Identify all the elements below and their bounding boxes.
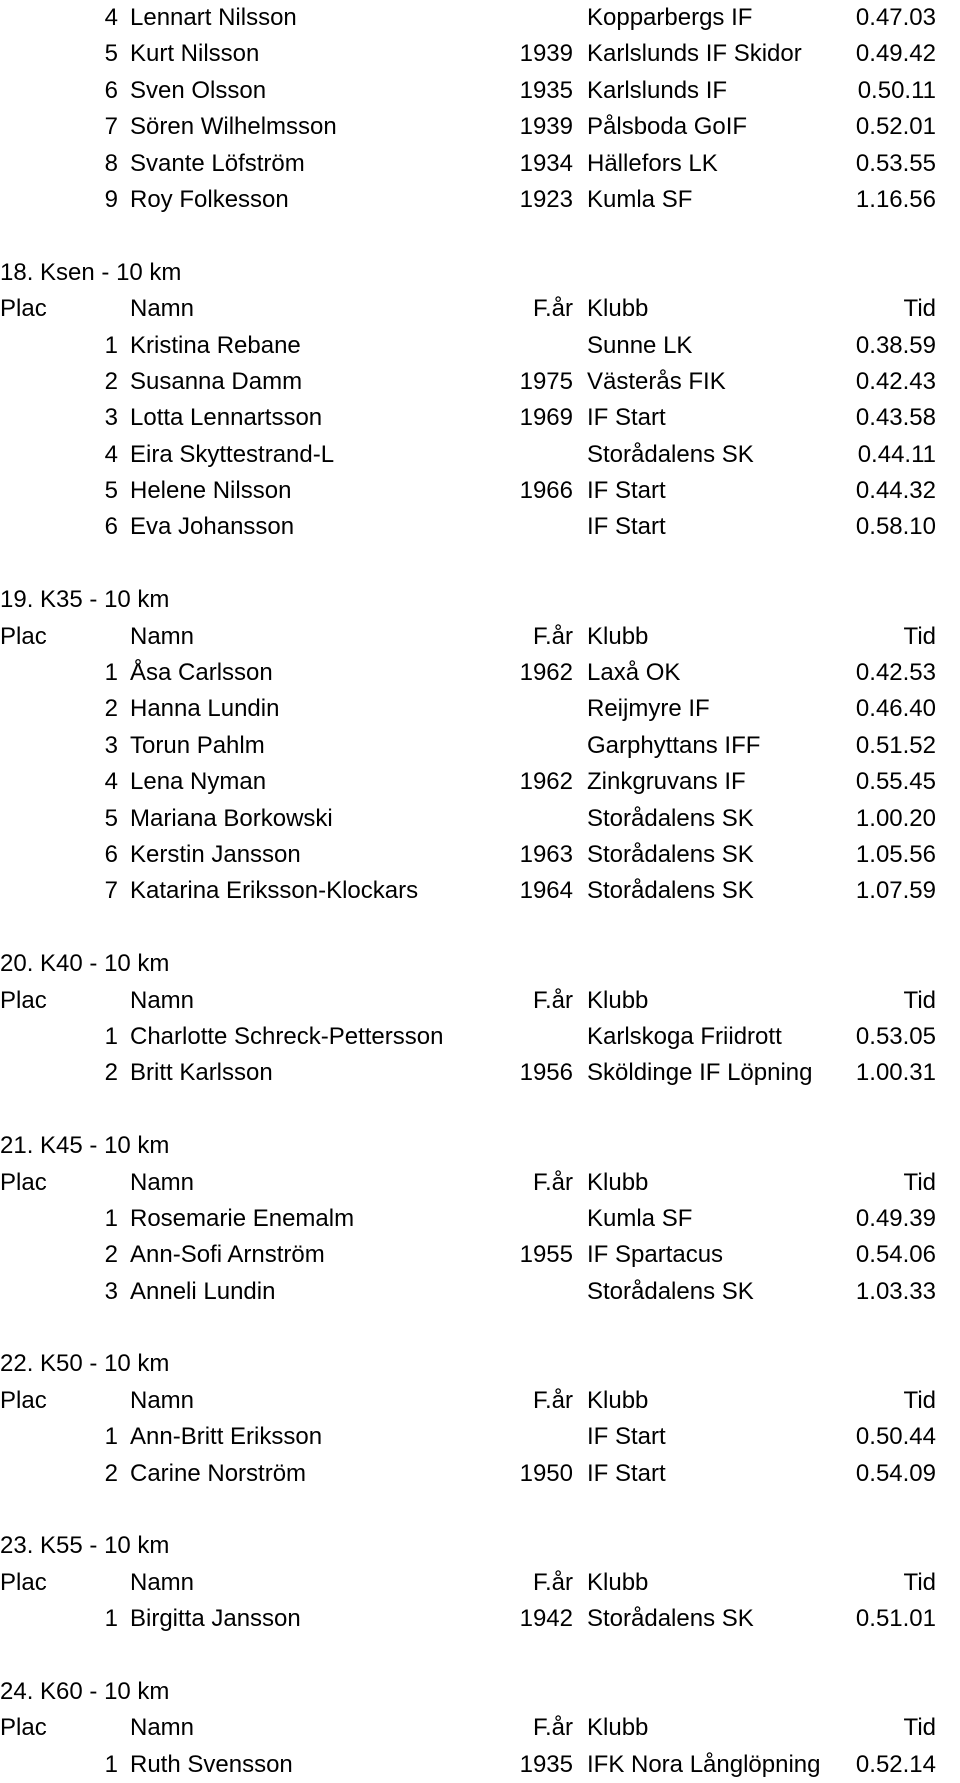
result-row [0,873,960,909]
result-club: IFK Nora Långlöpning [587,1750,821,1778]
result-birth-year: 1963 [519,840,573,868]
result-time: 0.52.01 [855,113,936,141]
result-time: 1.00.31 [855,1059,936,1087]
result-time: 0.44.32 [855,477,936,505]
result-time: 0.46.40 [855,695,936,723]
result-birth-year: 1962 [519,768,573,796]
section-title: 24. K60 - 10 km [0,1677,170,1705]
result-name: Birgitta Jansson [130,1605,301,1633]
result-name: Charlotte Schreck-Pettersson [130,1022,444,1050]
result-place: 5 [104,804,118,832]
result-club: Storådalens SK [587,877,754,905]
result-birth-year: 1939 [519,40,573,68]
result-name: Eva Johansson [130,513,295,541]
result-club: Karlskoga Friidrott [587,1022,782,1050]
column-header-row [0,1710,960,1746]
result-time: 1.00.20 [855,804,936,832]
result-place: 2 [104,1241,118,1269]
result-club: Storådalens SK [587,1605,754,1633]
result-place: 1 [104,1423,118,1451]
header-plac: Plac [0,1168,47,1196]
result-name: Lena Nyman [130,768,267,796]
result-place: 1 [104,1750,118,1778]
result-name: Britt Karlsson [130,1059,273,1087]
header-club: Klubb [587,1568,649,1596]
result-place: 1 [104,331,118,359]
header-name: Namn [130,1568,195,1596]
result-place: 2 [104,367,118,395]
result-club: Storådalens SK [587,1277,754,1305]
result-row [0,182,960,218]
result-row [0,73,960,109]
result-row [0,364,960,400]
header-year: F.år [532,1568,573,1596]
result-row [0,473,960,509]
result-time: 0.52.14 [855,1750,936,1778]
result-place: 4 [104,440,118,468]
column-header-row [0,1165,960,1201]
result-place: 5 [104,40,118,68]
result-time: 0.50.11 [857,76,936,104]
column-header-row [0,1383,960,1419]
result-club: Pålsboda GoIF [587,113,748,141]
result-place: 6 [104,840,118,868]
result-place: 2 [104,1059,118,1087]
result-row [0,1055,960,1091]
header-name: Namn [130,295,195,323]
result-time: 1.05.56 [855,840,936,868]
result-name: Eira Skyttestrand-L [130,440,335,468]
result-club: IF Start [587,513,666,541]
result-name: Lennart Nilsson [130,4,297,31]
result-club: Kopparbergs IF [587,4,753,31]
result-row [0,691,960,727]
result-club: IF Start [587,477,666,505]
result-place: 2 [104,695,118,723]
section-title: 21. K45 - 10 km [0,1132,170,1160]
result-place: 3 [104,1277,118,1305]
header-time: Tid [903,1714,936,1742]
result-row [0,146,960,182]
result-place: 1 [104,1022,118,1050]
header-name: Namn [130,1168,195,1196]
result-name: Kerstin Jansson [130,840,301,868]
result-time: 0.54.06 [855,1241,936,1269]
result-row [0,1274,960,1310]
result-time: 0.53.55 [855,149,936,177]
header-year: F.år [532,1386,573,1414]
result-name: Torun Pahlm [130,731,265,759]
result-row [0,0,960,36]
result-place: 3 [104,731,118,759]
header-year: F.år [532,1714,573,1742]
result-club: Västerås FIK [587,367,726,395]
result-birth-year: 1964 [519,877,573,905]
header-plac: Plac [0,1386,47,1414]
result-name: Hanna Lundin [130,695,280,723]
result-place: 7 [104,113,118,141]
result-row [0,1201,960,1237]
result-birth-year: 1955 [519,1241,573,1269]
column-header-row [0,619,960,655]
result-time: 0.43.58 [855,404,936,432]
result-name: Lotta Lennartsson [130,404,323,432]
result-place: 8 [104,149,118,177]
result-club: Laxå OK [587,659,681,687]
header-plac: Plac [0,622,47,650]
result-row [0,1419,960,1455]
result-club: Kumla SF [587,185,693,213]
result-row [0,1456,960,1492]
result-place: 4 [104,4,118,31]
header-name: Namn [130,986,195,1014]
header-time: Tid [903,622,936,650]
result-row [0,1747,960,1783]
column-header-row [0,983,960,1019]
result-place: 1 [104,659,118,687]
section-title: 22. K50 - 10 km [0,1350,170,1378]
result-name: Ann-Britt Eriksson [130,1423,323,1451]
result-club: IF Start [587,1459,666,1487]
result-row [0,328,960,364]
result-time: 0.54.09 [855,1459,936,1487]
result-row [0,36,960,72]
result-name: Sven Olsson [130,76,267,104]
result-club: Karlslunds IF [587,76,728,104]
header-club: Klubb [587,986,649,1014]
result-birth-year: 1975 [519,367,573,395]
result-row [0,764,960,800]
result-place: 4 [104,768,118,796]
header-year: F.år [532,622,573,650]
result-time: 0.58.10 [855,513,936,541]
result-birth-year: 1935 [519,1750,573,1778]
result-time: 1.07.59 [855,877,936,905]
result-club: IF Start [587,1423,666,1451]
result-birth-year: 1962 [519,659,573,687]
result-row [0,400,960,436]
header-club: Klubb [587,622,649,650]
result-place: 5 [104,477,118,505]
result-birth-year: 1935 [519,76,573,104]
section-spacer [0,218,960,254]
result-row [0,1601,960,1637]
result-name: Kristina Rebane [130,331,301,359]
result-row [0,1019,960,1055]
section-spacer [0,1310,960,1346]
result-place: 1 [104,1605,118,1633]
result-time: 0.38.59 [855,331,936,359]
result-row [0,1237,960,1273]
section-spacer [0,1092,960,1128]
header-name: Namn [130,1386,195,1414]
result-birth-year: 1950 [519,1459,573,1487]
header-plac: Plac [0,295,47,323]
result-row [0,837,960,873]
header-name: Namn [130,1714,195,1742]
result-name: Åsa Carlsson [130,659,273,687]
result-place: 1 [104,1204,118,1232]
result-place: 6 [104,513,118,541]
header-time: Tid [903,986,936,1014]
header-year: F.år [532,295,573,323]
result-place: 6 [104,76,118,104]
section-title: 19. K35 - 10 km [0,586,170,614]
section-title: 18. Ksen - 10 km [0,258,182,286]
result-name: Helene Nilsson [130,477,292,505]
result-time: 0.50.44 [855,1423,936,1451]
result-birth-year: 1956 [519,1059,573,1087]
result-place: 9 [104,185,118,213]
result-club: IF Start [587,404,666,432]
header-club: Klubb [587,1386,649,1414]
header-time: Tid [903,1386,936,1414]
header-plac: Plac [0,1714,47,1742]
result-place: 2 [104,1459,118,1487]
result-row [0,109,960,145]
result-time: 0.51.52 [855,731,936,759]
header-plac: Plac [0,986,47,1014]
result-time: 0.51.01 [855,1605,936,1633]
result-place: 7 [104,877,118,905]
result-row [0,728,960,764]
result-place: 3 [104,404,118,432]
result-birth-year: 1939 [519,113,573,141]
result-name: Mariana Borkowski [130,804,333,832]
result-club: Hällefors LK [587,149,718,177]
result-name: Rosemarie Enemalm [130,1204,355,1232]
result-club: Storådalens SK [587,804,754,832]
result-time: 0.49.42 [855,40,936,68]
result-name: Anneli Lundin [130,1277,276,1305]
header-club: Klubb [587,1168,649,1196]
result-birth-year: 1966 [519,477,573,505]
result-time: 0.55.45 [855,768,936,796]
result-row [0,655,960,691]
result-name: Sören Wilhelmsson [130,113,337,141]
result-time: 0.42.43 [855,367,936,395]
section-title: 20. K40 - 10 km [0,950,170,978]
result-name: Ruth Svensson [130,1750,293,1778]
result-name: Roy Folkesson [130,185,289,213]
header-club: Klubb [587,1714,649,1742]
result-club: Garphyttans IFF [587,731,761,759]
result-birth-year: 1923 [519,185,573,213]
result-row [0,801,960,837]
result-club: Storådalens SK [587,440,754,468]
result-birth-year: 1969 [519,404,573,432]
result-time: 0.49.39 [855,1204,936,1232]
column-header-row [0,1565,960,1601]
result-club: IF Spartacus [587,1241,724,1269]
header-plac: Plac [0,1568,47,1596]
section-spacer [0,1638,960,1674]
result-name: Kurt Nilsson [130,40,260,68]
header-time: Tid [903,1568,936,1596]
result-time: 1.03.33 [855,1277,936,1305]
result-time: 0.42.53 [855,659,936,687]
result-row [0,437,960,473]
section-spacer [0,910,960,946]
result-time: 1.16.56 [855,185,936,213]
header-year: F.år [532,1168,573,1196]
result-club: Kumla SF [587,1204,693,1232]
result-time: 0.47.03 [855,4,936,31]
result-name: Carine Norström [130,1459,307,1487]
result-name: Susanna Damm [130,367,303,395]
result-time: 0.44.11 [857,440,936,468]
header-time: Tid [903,1168,936,1196]
section-spacer [0,1492,960,1528]
header-club: Klubb [587,295,649,323]
column-header-row [0,291,960,327]
result-club: Sunne LK [587,331,693,359]
result-name: Svante Löfström [130,149,305,177]
result-club: Sköldinge IF Löpning [587,1059,813,1087]
header-time: Tid [903,295,936,323]
result-birth-year: 1934 [519,149,573,177]
result-club: Reijmyre IF [587,695,710,723]
result-club: Storådalens SK [587,840,754,868]
result-club: Zinkgruvans IF [587,768,746,796]
result-club: Karlslunds IF Skidor [587,40,802,68]
section-title: 23. K55 - 10 km [0,1532,170,1560]
result-name: Katarina Eriksson-Klockars [130,877,419,905]
section-spacer [0,546,960,582]
result-birth-year: 1942 [519,1605,573,1633]
header-year: F.år [532,986,573,1014]
result-name: Ann-Sofi Arnström [130,1241,325,1269]
header-name: Namn [130,622,195,650]
result-time: 0.53.05 [855,1022,936,1050]
result-row [0,509,960,545]
